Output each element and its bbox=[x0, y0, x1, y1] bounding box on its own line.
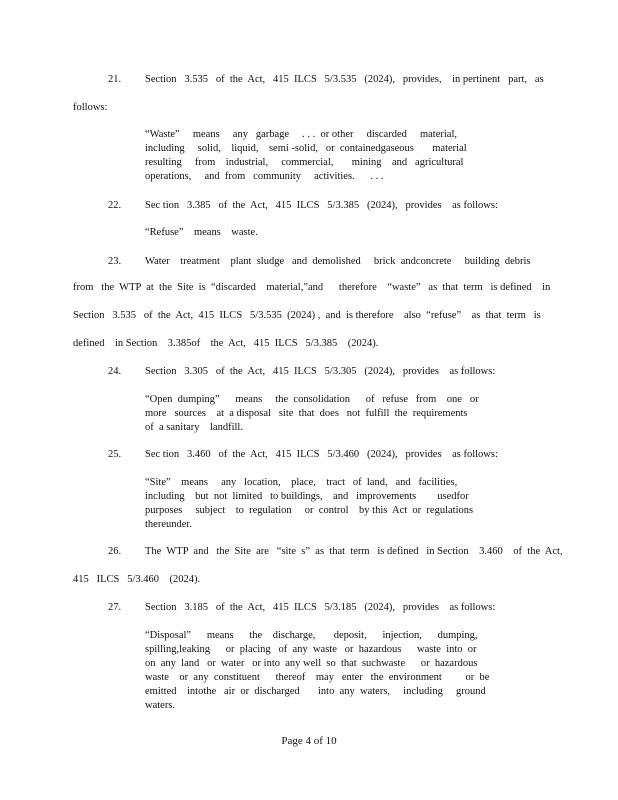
paragraph-number: 26. bbox=[108, 546, 122, 557]
quote-line: purposes subject to regulation or control by this Act or regulations bbox=[145, 505, 474, 516]
quote-line: waters. bbox=[145, 700, 176, 711]
quote-line: on any land or water or into any well so that suchwaste or hazardous bbox=[145, 658, 478, 669]
paragraph-number: 25. bbox=[108, 449, 122, 460]
paragraph-text: Section 3.535 of the Act, 415 ILCS 5/3.535 (2024), provides, in pertinent part, as bbox=[145, 74, 544, 85]
paragraph-text: from the WTP at the Site is “discarded material,”and therefore “waste” as that term is defined in bbox=[73, 282, 551, 293]
quote-line: thereunder. bbox=[145, 519, 192, 530]
quote-line: resulting from industrial, commercial, mining and agricultural bbox=[145, 157, 464, 168]
quote-line: spilling,leaking or placing of any waste or hazardous waste into or bbox=[145, 644, 477, 655]
quote-line: “Refuse” means waste. bbox=[145, 227, 258, 238]
paragraph-number: 21. bbox=[108, 74, 122, 85]
paragraph-text: The WTP and the Site are “site s” as that term is defined in Section 3.460 of the Act, bbox=[145, 546, 563, 557]
quote-line: emitted intothe air or discharged into any waters, including ground bbox=[145, 686, 486, 697]
quote-line: including solid, liquid, semi -solid, or containedgaseous material bbox=[145, 143, 467, 154]
block-quote bbox=[145, 629, 490, 713]
paragraph-text: Sec tion 3.460 of the Act, 415 ILCS 5/3.460 (2024), provides as follows: bbox=[145, 449, 498, 460]
block-quote bbox=[145, 128, 467, 184]
paragraph-text: follows: bbox=[73, 102, 108, 113]
quote-line: “Open dumping” means the consolidation of refuse from one or bbox=[145, 394, 479, 405]
quote-line: “Waste” means any garbage . . . or other discarded material, bbox=[145, 129, 458, 140]
paragraph-text: Section 3.535 of the Act, 415 ILCS 5/3.535 (2024) , and is therefore also “refuse” as that term is bbox=[73, 310, 541, 321]
page-number: Page 4 of 10 bbox=[281, 735, 337, 747]
paragraph-text: Sec tion 3.385 of the Act, 415 ILCS 5/3.385 (2024), provides as follows: bbox=[145, 200, 498, 211]
quote-line: of a sanitary landfill. bbox=[145, 422, 243, 433]
paragraph-number: 24. bbox=[108, 366, 122, 377]
paragraph-number: 23. bbox=[108, 256, 122, 267]
paragraph-text: defined in Section 3.385of the Act, 415 ILCS 5/3.385 (2024). bbox=[73, 338, 379, 349]
paragraph-number: 22. bbox=[108, 200, 122, 211]
block-quote bbox=[145, 393, 479, 435]
paragraph-text: Section 3.305 of the Act, 415 ILCS 5/3.305 (2024), provides as follows: bbox=[145, 366, 496, 377]
quote-line: more sources at a disposal site that does not fulfill the requirements bbox=[145, 408, 468, 419]
quote-line: “Site” means any location, place, tract of land, and facilities, bbox=[145, 477, 458, 488]
quote-line: “Disposal” means the discharge, deposit, injection, dumping, bbox=[145, 630, 478, 641]
paragraph-number: 27. bbox=[108, 602, 122, 613]
quote-line: waste or any constituent thereof may enter the environment or be bbox=[145, 672, 490, 683]
paragraph-text: Water treatment plant sludge and demolished brick andconcrete building debris bbox=[145, 256, 531, 267]
quote-line: operations, and from community activities. . . . bbox=[145, 171, 384, 182]
block-quote bbox=[145, 226, 463, 240]
block-quote bbox=[145, 476, 474, 532]
paragraph-text: 415 ILCS 5/3.460 (2024). bbox=[73, 574, 201, 585]
paragraph-text: Section 3.185 of the Act, 415 ILCS 5/3.185 (2024), provides as follows: bbox=[145, 602, 496, 613]
quote-line: including but not limited to buildings, and improvements usedfor bbox=[145, 491, 469, 502]
